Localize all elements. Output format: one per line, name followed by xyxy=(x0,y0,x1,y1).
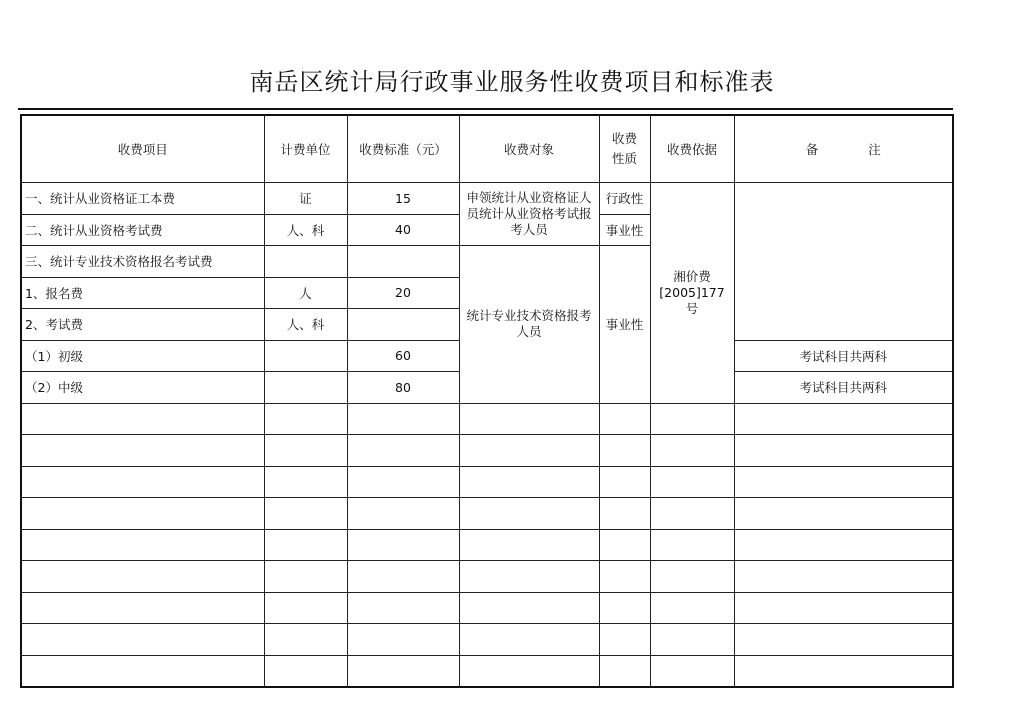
blank-row xyxy=(21,529,953,561)
nature-row1: 行政性 xyxy=(599,183,650,215)
title-rule xyxy=(18,108,953,110)
blank-row xyxy=(21,561,953,593)
row-item: 一、统计从业资格证工本费 xyxy=(21,183,264,215)
row-standard xyxy=(347,309,459,341)
row-standard xyxy=(347,246,459,278)
blank-row xyxy=(21,592,953,624)
row-unit xyxy=(264,372,347,404)
row-unit xyxy=(264,246,347,278)
remarks-intermediate: 考试科目共两科 xyxy=(734,372,953,404)
row-unit: 人、科 xyxy=(264,309,347,341)
table-row xyxy=(21,183,953,215)
row-standard: 40 xyxy=(347,214,459,246)
row-item: 2、考试费 xyxy=(21,309,264,341)
row-standard: 80 xyxy=(347,372,459,404)
header-nature: 收费 性质 xyxy=(599,115,650,183)
header-remarks: 备 注 xyxy=(734,115,953,183)
row-standard: 15 xyxy=(347,183,459,215)
row-item: （2）中级 xyxy=(21,372,264,404)
target-group1: 申领统计从业资格证人员统计从业资格考试报考人员 xyxy=(459,183,599,246)
row-unit: 人、科 xyxy=(264,214,347,246)
nature-row2: 事业性 xyxy=(599,214,650,246)
blank-row xyxy=(21,498,953,530)
row-unit: 证 xyxy=(264,183,347,215)
page-title: 南岳区统计局行政事业服务性收费项目和标准表 xyxy=(249,68,775,96)
header-unit: 计费单位 xyxy=(264,115,347,183)
basis-cell: 湘价费[2005]177 号 xyxy=(650,183,734,404)
row-standard: 60 xyxy=(347,340,459,372)
header-item: 收费项目 xyxy=(21,115,264,183)
row-standard: 20 xyxy=(347,277,459,309)
header-basis: 收费依据 xyxy=(650,115,734,183)
row-item: 二、统计从业资格考试费 xyxy=(21,214,264,246)
row-unit xyxy=(264,340,347,372)
blank-row xyxy=(21,435,953,467)
blank-row xyxy=(21,466,953,498)
row-unit: 人 xyxy=(264,277,347,309)
remarks-junior: 考试科目共两科 xyxy=(734,340,953,372)
remarks-blank xyxy=(734,183,953,341)
header-target: 收费对象 xyxy=(459,115,599,183)
row-item: 1、报名费 xyxy=(21,277,264,309)
header-row xyxy=(21,115,953,183)
row-item: 三、统计专业技术资格报名考试费 xyxy=(21,246,264,278)
target-group2: 统计专业技术资格报考人员 xyxy=(459,246,599,404)
blank-row xyxy=(21,655,953,687)
row-item: （1）初级 xyxy=(21,340,264,372)
fee-table xyxy=(20,114,954,688)
blank-row xyxy=(21,624,953,656)
header-standard: 收费标准（元） xyxy=(347,115,459,183)
blank-row xyxy=(21,403,953,435)
nature-group2: 事业性 xyxy=(599,246,650,404)
